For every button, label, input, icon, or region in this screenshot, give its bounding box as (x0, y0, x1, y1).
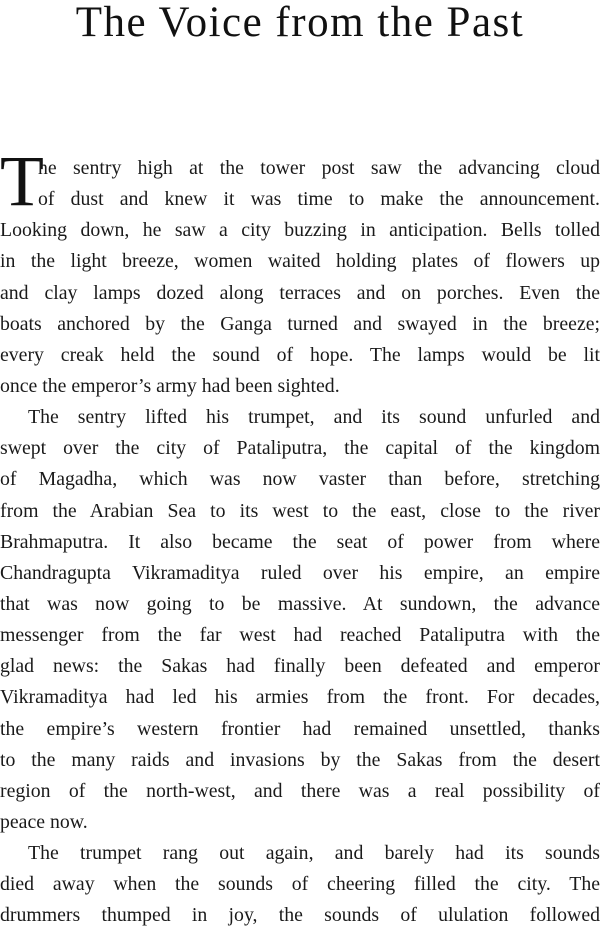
text-line: The trumpet rang out again, and barely had its sounds (28, 842, 600, 865)
text-line: region of the north-west, and there was a real possibility of (0, 779, 600, 802)
text-line: of Magadha, which was now vaster than before, stretching (0, 468, 600, 491)
text-line: to the many raids and invasions by the Sakas from the desert (0, 748, 600, 771)
text-line: Looking down, he saw a city buzzing in anticipation. Bells tolled (0, 219, 600, 242)
text-line: in the light breeze, women waited holding plates of flowers up (0, 250, 600, 273)
text-line: that was now going to be massive. At sundown, the advance (0, 592, 600, 615)
text-line: of dust and knew it was time to make the announcement. (38, 188, 600, 211)
drop-cap: T (0, 141, 44, 221)
text-line: he sentry high at the tower post saw the advancing cloud (38, 157, 600, 179)
text-line: from the Arabian Sea to its west to the east, close to the river (0, 499, 600, 522)
text-line: every creak held the sound of hope. The lamps would be lit (0, 343, 600, 366)
body-text (0, 141, 600, 932)
text-line: Vikramaditya had led his armies from the front. For decades, (0, 686, 600, 709)
text-line: swept over the city of Pataliputra, the capital of the kingdom (0, 437, 600, 460)
text-line: messenger from the far west had reached Pataliputra with the (0, 624, 600, 647)
text-line: peace now. (0, 810, 88, 833)
text-line: Brahmaputra. It also became the seat of power from where (0, 530, 600, 553)
text-line: the empire’s western frontier had remained unsettled, thanks (0, 717, 600, 740)
text-line: and clay lamps dozed along terraces and on porches. Even the (0, 281, 600, 304)
text-line: glad news: the Sakas had finally been defeated and emperor (0, 655, 600, 678)
text-line: drummers thumped in joy, the sounds of ululation followed (0, 904, 600, 927)
text-line: The sentry lifted his trumpet, and its sound unfurled and (28, 406, 600, 429)
text-line: boats anchored by the Ganga turned and swayed in the breeze; (0, 312, 600, 335)
text-line: once the emperor’s army had been sighted. (0, 374, 340, 397)
text-line: died away when the sounds of cheering filled the city. The (0, 873, 600, 896)
chapter-title: The Voice from the Past (75, 0, 525, 46)
text-line: Chandragupta Vikramaditya ruled over his empire, an empire (0, 561, 600, 584)
